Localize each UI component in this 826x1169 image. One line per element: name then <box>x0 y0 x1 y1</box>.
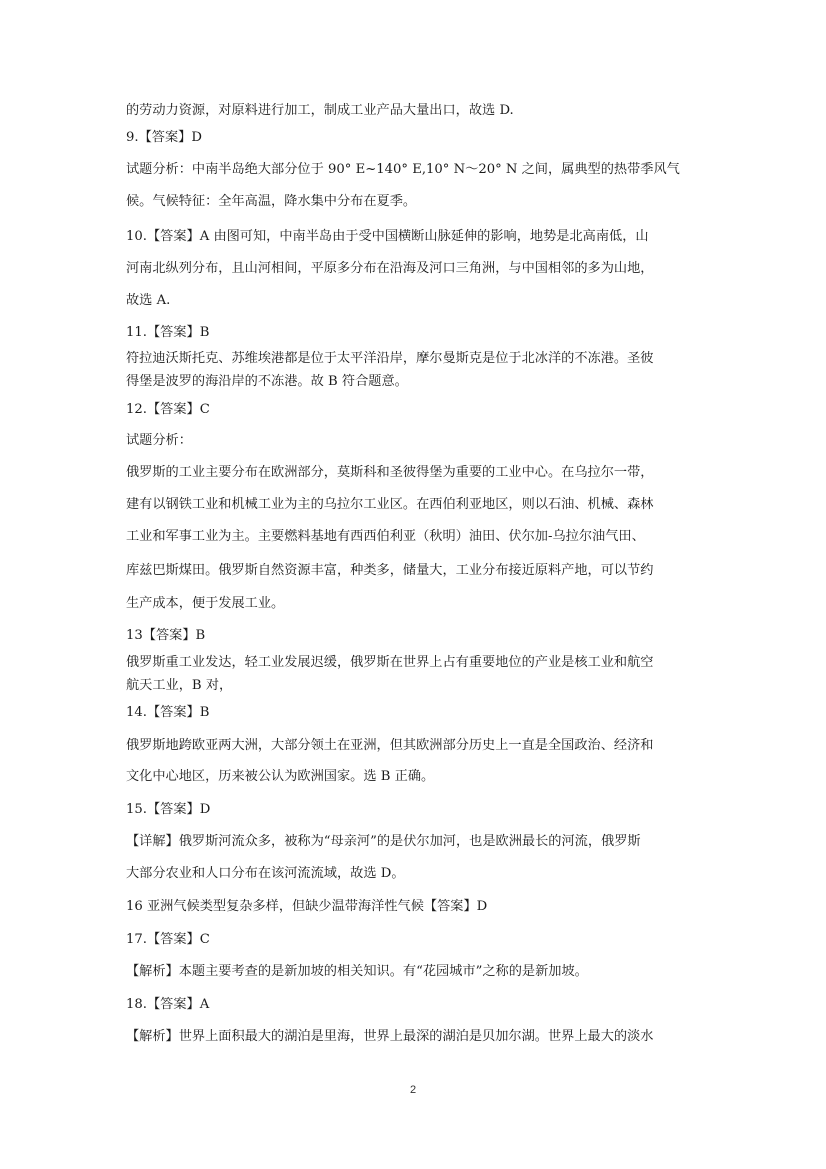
text-line: 【详解】俄罗斯河流众多，被称为“母亲河”的是伏尔加河，也是欧洲最长的河流，俄罗斯 <box>126 834 641 849</box>
text-line: 库兹巴斯煤田。俄罗斯自然资源丰富，种类多，储量大，工业分布接近原料产地，可以节约 <box>126 563 654 578</box>
text-line: 试题分析：中南半岛绝大部分位于 90° E~140° E,10° N～20° N 之间，属典型的热带季风气 <box>126 162 680 177</box>
text-line: 建有以钢铁工业和机械工业为主的乌拉尔工业区。在西伯利亚地区，则以石油、机械、森林 <box>126 497 654 512</box>
answer-heading: 14.【答案】B <box>126 705 210 720</box>
text-line: 的劳动力资源，对原料进行加工，制成工业产品大量出口，故选 D. <box>126 103 514 118</box>
answer-heading: 15.【答案】D <box>126 802 211 817</box>
answer-heading: 13【答案】B <box>126 628 206 643</box>
answer-heading: 18.【答案】A <box>126 997 210 1012</box>
page-number: 2 <box>409 1084 417 1096</box>
text-line: 大部分农业和人口分布在该河流流域，故选 D。 <box>126 866 405 881</box>
text-line: 俄罗斯地跨欧亚两大洲，大部分领土在亚洲，但其欧洲部分历史上一直是全国政治、经济和 <box>126 738 654 753</box>
text-line: 河南北纵列分布，且山河相间，平原多分布在沿海及河口三角洲，与中国相邻的多为山地， <box>126 261 654 276</box>
text-line: 文化中心地区，历来被公认为欧洲国家。选 B 正确。 <box>126 769 435 784</box>
text-line: 生产成本，便于发展工业。 <box>126 596 285 611</box>
text-line: 俄罗斯重工业发达，轻工业发展迟缓，俄罗斯在世界上占有重要地位的产业是核工业和航空 <box>126 655 654 670</box>
text-line: 得堡是波罗的海沿岸的不冻港。故 B 符合题意。 <box>126 374 408 389</box>
answer-heading: 16 亚洲气候类型复杂多样，但缺少温带海洋性气候【答案】D <box>126 899 488 914</box>
answer-heading: 9.【答案】D <box>126 130 202 145</box>
answer-heading: 12.【答案】C <box>126 402 210 417</box>
text-line: 符拉迪沃斯托克、苏维埃港都是位于太平洋沿岸，摩尔曼斯克是位于北冰洋的不冻港。圣彼 <box>126 351 654 366</box>
text-line: 【解析】世界上面积最大的湖泊是里海，世界上最深的湖泊是贝加尔湖。世界上最大的淡水 <box>126 1029 654 1044</box>
text-line: 工业和军事工业为主。主要燃料基地有西西伯利亚（秋明）油田、伏尔加-乌拉尔油气田、 <box>126 529 645 544</box>
text-line: 试题分析： <box>126 433 192 448</box>
answer-heading: 11.【答案】B <box>126 325 210 340</box>
text-line: 候。气候特征：全年高温，降水集中分布在夏季。 <box>126 194 417 209</box>
answer-heading: 17.【答案】C <box>126 932 210 947</box>
text-line: 故选 A. <box>126 293 171 308</box>
text-line: 航天工业，B 对， <box>126 678 233 693</box>
text-line: 【解析】本题主要考查的是新加坡的相关知识。有“花园城市”之称的是新加坡。 <box>126 964 588 979</box>
answer-heading: 10.【答案】A 由图可知，中南半岛由于受中国横断山脉延伸的影响，地势是北高南低，山 <box>126 229 649 244</box>
text-line: 俄罗斯的工业主要分布在欧洲部分，莫斯科和圣彼得堡为重要的工业中心。在乌拉尔一带， <box>126 465 654 480</box>
